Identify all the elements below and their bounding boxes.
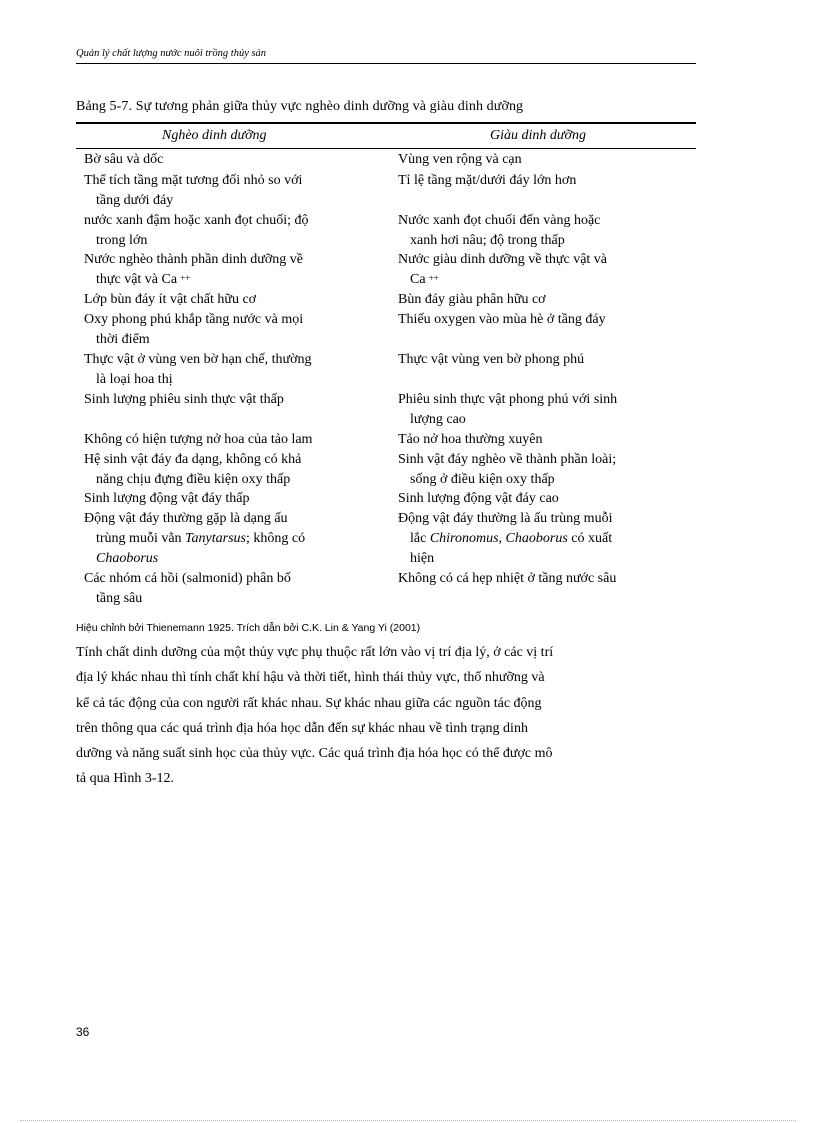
cell-line: Thiếu oxygen vào mùa hè ở tầng đáy: [398, 312, 606, 327]
cell-line: thời điểm: [96, 332, 150, 347]
cell-line: sống ở điều kiện oxy thấp: [410, 472, 555, 487]
table-cell-right: [398, 450, 668, 490]
cell-line: thực vật và Ca: [96, 272, 178, 287]
cell-line: Động vật đáy thường gặp là dạng ấu: [84, 511, 288, 526]
table-cell-right: [398, 290, 668, 310]
column-header-eutrophic: Giàu dinh dưỡng: [490, 128, 586, 143]
species-name: Tanytarsus: [185, 531, 246, 546]
cell-line: Thể tích tầng mặt tương đối nhỏ so với: [84, 173, 303, 188]
table-source-note: Hiệu chỉnh bởi Thienemann 1925. Trích dẫn bởi C.K. Lin & Yang Yi (2001): [76, 622, 421, 634]
table-cell-left: [84, 390, 354, 410]
cell-line: Bùn đáy giàu phân hữu cơ: [398, 292, 546, 307]
cell-line: Các nhóm cá hồi (salmonid) phân bố: [84, 571, 291, 586]
table-cell-right: [398, 250, 668, 290]
table-cell-left: [84, 290, 354, 310]
cell-line: Nước nghèo thành phần dinh dưỡng về: [84, 252, 303, 267]
cell-line: lượng cao: [410, 412, 466, 427]
cell-line: Không có cá hẹp nhiệt ở tầng nước sâu: [398, 571, 617, 586]
cell-line: năng chịu đựng điều kiện oxy thấp: [96, 472, 291, 487]
table-cell-right: [398, 509, 668, 569]
table-cell-right: [398, 211, 668, 251]
table-cell-left: [84, 171, 354, 211]
table-cell-right: [398, 569, 668, 589]
cell-line: Phiêu sinh thực vật phong phú với sinh: [398, 392, 618, 407]
table-cell-right: [398, 350, 668, 370]
table-cell-left: [84, 450, 354, 490]
table-caption: Bảng 5-7. Sự tương phản giữa thủy vực nghèo dinh dưỡng và giàu dinh dưỡng: [76, 99, 524, 114]
cell-line: Tỉ lệ tầng mặt/dưới đáy lớn hơn: [398, 173, 577, 188]
cell-line: ; không có: [246, 531, 306, 546]
table-cell-right: [398, 150, 668, 170]
cell-line: Thực vật vùng ven bờ phong phú: [398, 352, 585, 367]
header-divider: [76, 63, 696, 64]
cell-line: xanh hơi nâu; độ trong thấp: [410, 233, 565, 248]
cell-line: tầng sâu: [96, 591, 143, 606]
table-cell-left: [84, 211, 354, 251]
species-name: Chironomus: [429, 531, 499, 546]
calcium-superscript: ++: [428, 273, 439, 283]
cell-line: Hệ sinh vật đáy đa dạng, không có khả: [84, 452, 302, 467]
paragraph-line: dưỡng và năng suất sinh học của thủy vực. Các quá trình địa hóa học có thể được mô: [76, 746, 553, 762]
column-header-oligotrophic: Nghèo dinh dưỡng: [162, 128, 267, 143]
cell-line: Oxy phong phú khắp tầng nước và mọi: [84, 312, 304, 327]
running-header: Quản lý chất lượng nước nuôi trồng thủy sản: [76, 48, 267, 59]
table-header-rule: [76, 148, 696, 149]
table-cell-right: [398, 310, 668, 330]
cell-line: nước xanh đậm hoặc xanh đọt chuối; độ: [84, 213, 309, 228]
cell-line: Động vật đáy thường là ấu trùng muỗi: [398, 511, 613, 526]
table-cell-left: [84, 150, 354, 170]
cell-line: Vùng ven rộng và cạn: [398, 152, 522, 167]
cell-line: là loại hoa thị: [96, 372, 173, 387]
cell-line: Thực vật ở vùng ven bờ hạn chế, thường: [84, 352, 312, 367]
cell-line: ,: [498, 531, 506, 546]
cell-line: tầng dưới đáy: [96, 193, 174, 208]
paragraph-line: kể cả tác động của con người rất khác nhau. Sự khác nhau giữa các nguồn tác động: [76, 695, 542, 711]
body-paragraph: [76, 640, 656, 792]
page-number: 36: [76, 1025, 90, 1039]
table-cell-right: [398, 390, 668, 430]
paragraph-line: trên thông qua các quá trình địa hóa học dẫn đến sự khác nhau về tình trạng dinh: [76, 720, 528, 736]
table-top-rule: [76, 122, 696, 124]
table-cell-left: [84, 250, 354, 290]
table-cell-right: [398, 430, 668, 450]
species-name: Chaoborus: [505, 531, 568, 546]
cell-line: hiện: [410, 551, 435, 566]
cell-line: Sinh lượng phiêu sinh thực vật thấp: [84, 392, 284, 407]
cell-line: Bờ sâu và dốc: [84, 152, 164, 167]
page-bottom-edge: [20, 1120, 796, 1121]
table-cell-left: [84, 310, 354, 350]
cell-line: có xuất: [567, 531, 613, 546]
cell-line: lắc: [410, 531, 430, 546]
cell-line: Ca: [410, 272, 426, 287]
cell-line: Tảo nở hoa thường xuyên: [398, 432, 543, 447]
cell-line: trùng muỗi vằn: [96, 531, 186, 546]
paragraph-line: tả qua Hình 3-12.: [76, 771, 174, 787]
table-cell-left: [84, 569, 354, 609]
calcium-superscript: ++: [180, 273, 191, 283]
cell-line: Lớp bùn đáy ít vật chất hữu cơ: [84, 292, 257, 307]
cell-line: Nước xanh đọt chuối đến vàng hoặc: [398, 213, 601, 228]
species-name: Chaoborus: [96, 551, 159, 566]
table-cell-right: [398, 489, 668, 509]
table-cell-left: [84, 430, 354, 450]
paragraph-line: địa lý khác nhau thì tính chất khí hậu và thời tiết, hình thái thủy vực, thổ nhưỡng và: [76, 670, 545, 686]
table-cell-left: [84, 489, 354, 509]
cell-line: Sinh lượng động vật đáy cao: [398, 491, 559, 506]
cell-line: Sinh lượng động vật đáy thấp: [84, 491, 250, 506]
cell-line: Sinh vật đáy nghèo về thành phần loài;: [398, 452, 617, 467]
table-cell-right: [398, 171, 668, 191]
cell-line: trong lớn: [96, 233, 148, 248]
cell-line: Không có hiện tượng nở hoa của tảo lam: [84, 432, 313, 447]
paragraph-line: Tính chất dinh dưỡng của một thủy vực phụ thuộc rất lớn vào vị trí địa lý, ở các vị trí: [76, 645, 554, 660]
table-cell-left: [84, 350, 354, 390]
cell-line: Nước giàu dinh dưỡng về thực vật và: [398, 252, 608, 267]
table-cell-left: [84, 509, 354, 569]
